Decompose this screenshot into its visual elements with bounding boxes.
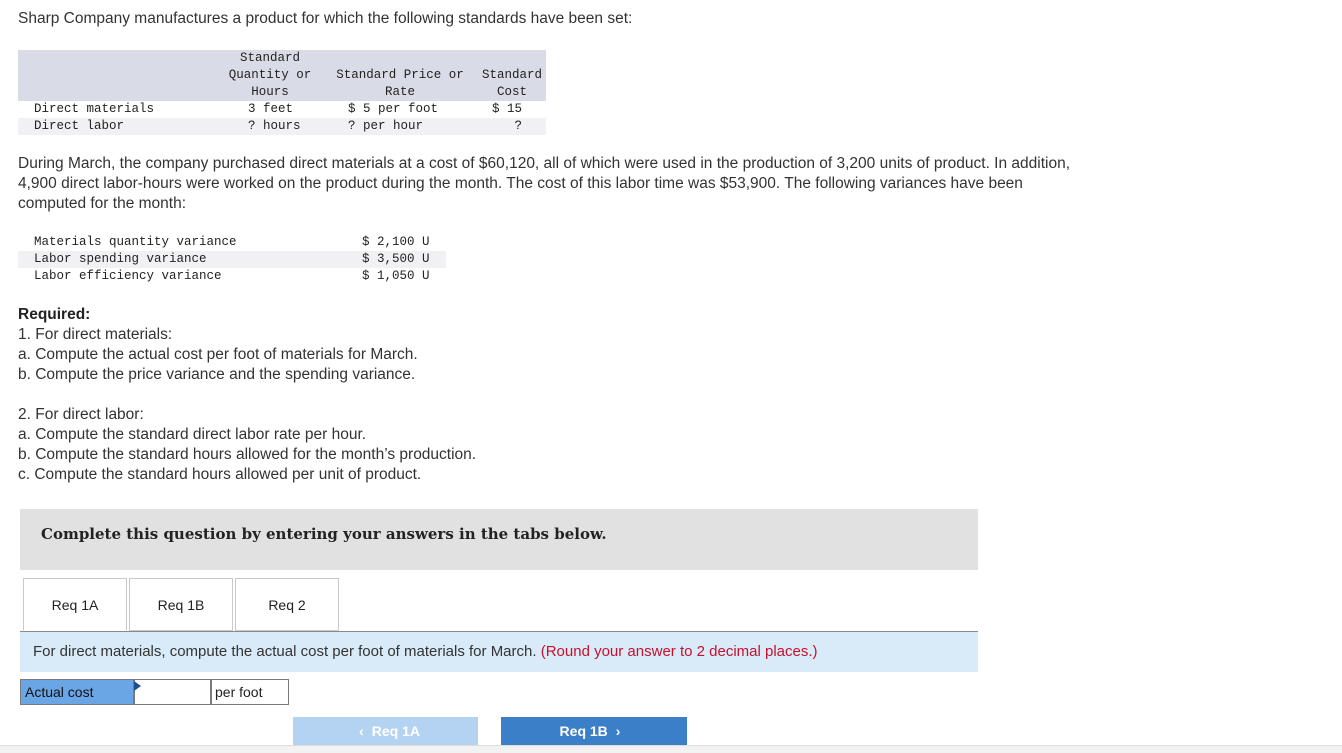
tab-req-1b[interactable]: Req 1B bbox=[129, 578, 233, 631]
header-quantity-line1: Standard bbox=[218, 50, 322, 67]
header-price-line2: Rate bbox=[322, 84, 478, 101]
table-row bbox=[18, 118, 546, 135]
rounding-note: (Round your answer to 2 decimal places.) bbox=[540, 643, 818, 660]
required-section bbox=[18, 305, 418, 385]
row-price: $ 5 per foot bbox=[322, 101, 478, 118]
table-row bbox=[18, 251, 446, 268]
table-row bbox=[18, 101, 546, 118]
tab-req-2[interactable]: Req 2 bbox=[235, 578, 339, 631]
variance-value: $ 2,100 U bbox=[362, 235, 430, 249]
standards-table bbox=[18, 50, 546, 135]
header-quantity-line3: Hours bbox=[218, 84, 322, 101]
table-row bbox=[18, 268, 446, 285]
row-quantity: ? hours bbox=[218, 118, 322, 135]
variance-label: Materials quantity variance bbox=[34, 235, 237, 249]
required-line: b. Compute the standard hours allowed for the month’s production. bbox=[18, 446, 477, 463]
instruction-text: For direct materials, compute the actual cost per foot of materials for March. bbox=[33, 643, 537, 660]
actual-cost-input[interactable] bbox=[134, 679, 211, 705]
per-foot-unit: per foot bbox=[211, 679, 289, 705]
intro-text: Sharp Company manufactures a product for which the following standards have been set: bbox=[18, 10, 633, 27]
prev-button[interactable] bbox=[293, 717, 478, 745]
chevron-right-icon: › bbox=[615, 723, 621, 739]
instruction-banner: Complete this question by entering your answers in the tabs below. bbox=[20, 509, 978, 570]
row-quantity: 3 feet bbox=[218, 101, 322, 118]
required-line: 2. For direct labor: bbox=[18, 406, 144, 423]
next-label: Req 1B bbox=[559, 723, 608, 739]
required-line: a. Compute the actual cost per foot of materials for March. bbox=[18, 346, 418, 363]
required-title: Required: bbox=[18, 306, 91, 323]
row-price: ? per hour bbox=[322, 118, 478, 135]
row-label: Direct labor bbox=[18, 118, 218, 135]
bottom-rule bbox=[0, 745, 1342, 753]
tab-req-1a[interactable]: Req 1A bbox=[23, 578, 127, 631]
required-line: a. Compute the standard direct labor rate per hour. bbox=[18, 426, 367, 443]
table-row bbox=[18, 234, 446, 251]
variance-label: Labor efficiency variance bbox=[34, 269, 222, 283]
question-instruction bbox=[20, 632, 978, 672]
row-label: Direct materials bbox=[18, 101, 218, 118]
problem-paragraph: During March, the company purchased direct materials at a cost of $60,120, all of which were used in the production of 3,200 units of product. In addition, 4,900 direct labor-hours were worked on the product during the month. The cost of this labor time was $53,900. The following variances have been computed for the month: bbox=[18, 155, 1071, 212]
variance-value: $ 1,050 U bbox=[362, 269, 430, 283]
header-quantity-line2: Quantity or bbox=[218, 67, 322, 84]
variance-label: Labor spending variance bbox=[18, 251, 336, 268]
row-cost: $ 15 bbox=[478, 101, 546, 118]
input-marker-icon bbox=[134, 681, 141, 691]
actual-cost-label: Actual cost bbox=[20, 679, 134, 705]
variances-table bbox=[18, 234, 446, 285]
chevron-left-icon: ‹ bbox=[359, 723, 364, 739]
header-cost-line2: Cost bbox=[478, 84, 546, 101]
required-line: b. Compute the price variance and the spending variance. bbox=[18, 366, 416, 383]
required-section-2 bbox=[18, 405, 476, 485]
required-line: 1. For direct materials: bbox=[18, 326, 173, 343]
next-button[interactable] bbox=[501, 717, 687, 745]
row-cost: ? bbox=[478, 118, 546, 135]
variance-value: $ 3,500 U bbox=[336, 251, 446, 268]
header-cost-line1: Standard bbox=[478, 67, 546, 84]
prev-label: Req 1A bbox=[371, 723, 420, 739]
header-price-line1: Standard Price or bbox=[322, 67, 478, 84]
required-line: c. Compute the standard hours allowed per unit of product. bbox=[18, 466, 422, 483]
